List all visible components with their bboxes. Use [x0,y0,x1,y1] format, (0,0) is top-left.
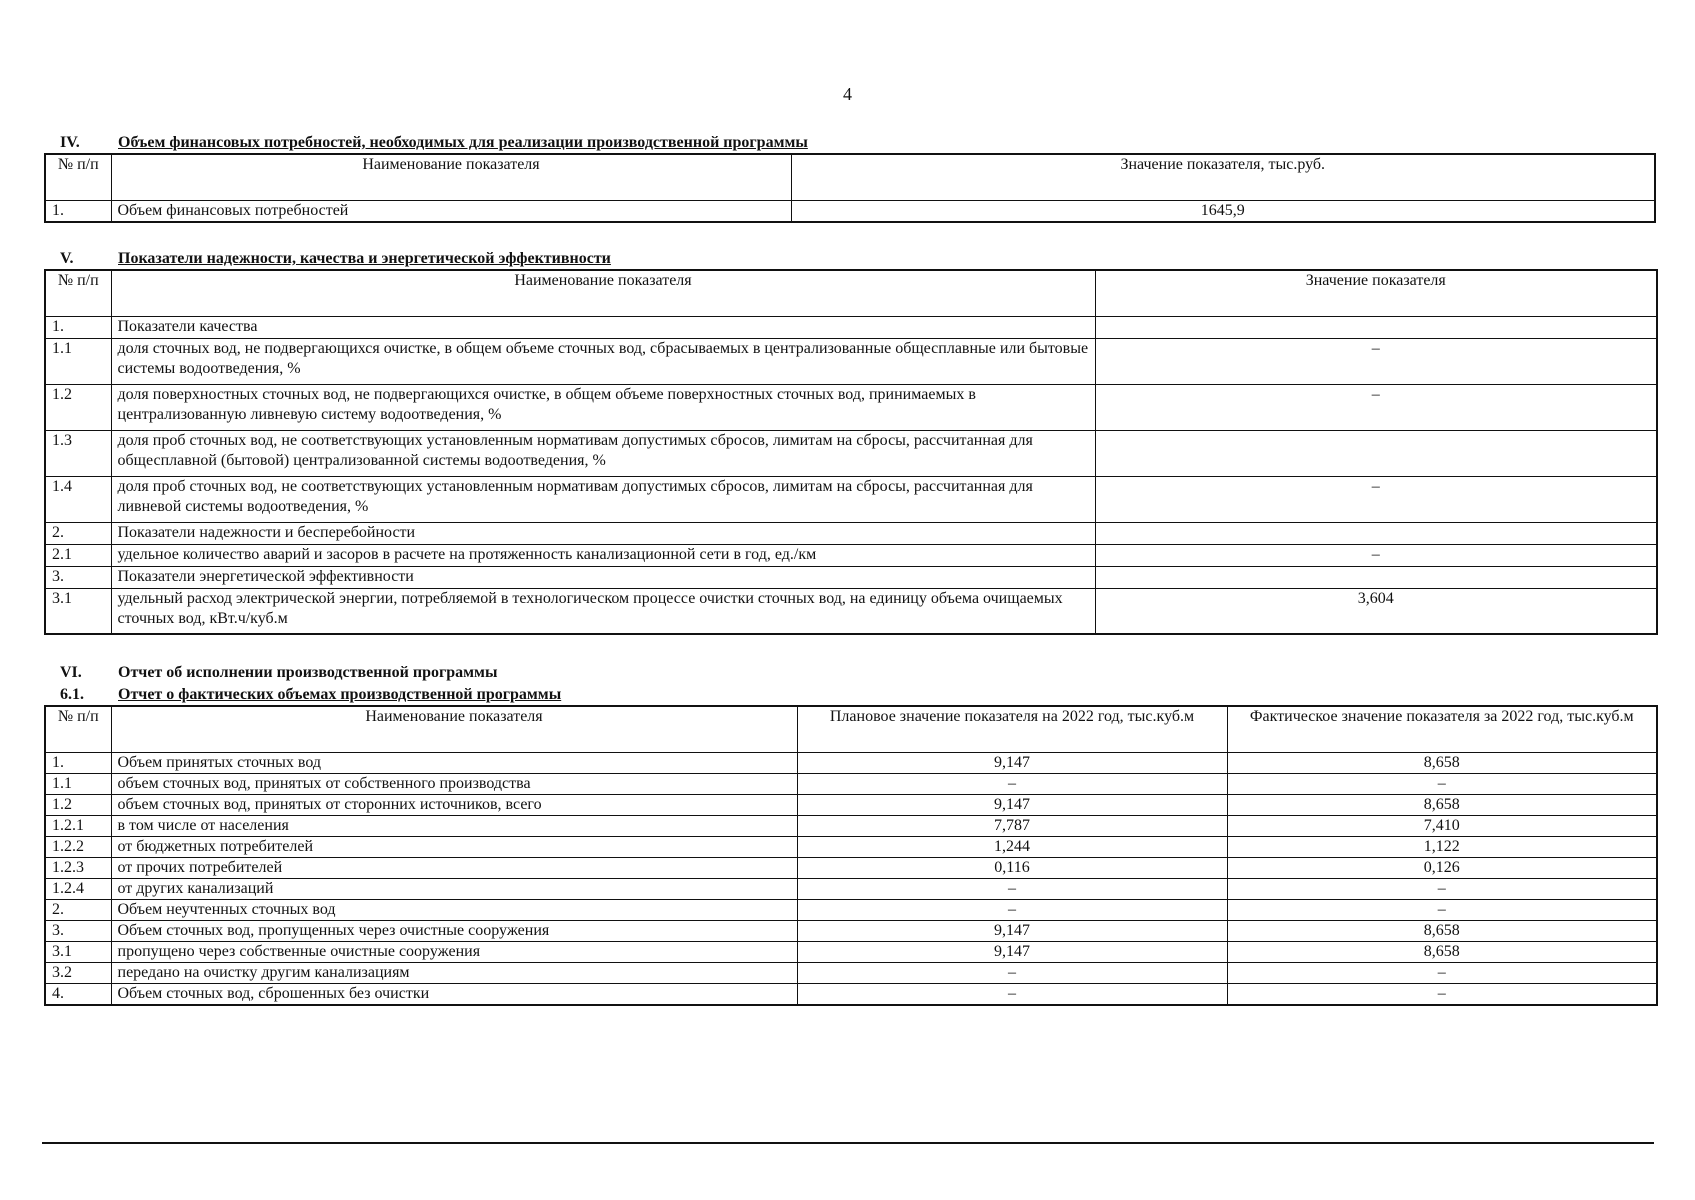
table-row [45,384,1657,430]
section-iv-heading [40,134,808,152]
production-volumes-table [44,705,1658,1006]
table-row [45,544,1657,566]
col-header-name: Наименование показателя [111,270,1095,316]
row-fact: 1,122 [1227,836,1657,857]
row-name: Показатели энергетической эффективности [111,566,1095,588]
row-value: – [1095,384,1657,430]
row-value: – [1095,476,1657,522]
row-num: 1. [45,316,111,338]
row-name: Объем сточных вод, пропущенных через очистные сооружения [111,920,797,941]
row-value [1095,522,1657,544]
row-name: Показатели качества [111,316,1095,338]
row-name: от других канализаций [111,878,797,899]
row-num: 1.3 [45,430,111,476]
row-value [1095,566,1657,588]
table-row [45,857,1657,878]
row-name: от бюджетных потребителей [111,836,797,857]
table-row [45,200,1655,222]
row-name: объем сточных вод, принятых от сторонних источников, всего [111,794,797,815]
row-num: 3.1 [45,588,111,634]
table-row [45,941,1657,962]
row-name: Показатели надежности и бесперебойности [111,522,1095,544]
col-header-fact: Фактическое значение показателя за 2022 год, тыс.куб.м [1227,706,1657,752]
table-row [45,773,1657,794]
financial-needs-table [44,153,1656,223]
row-num: 1.4 [45,476,111,522]
row-fact: – [1227,983,1657,1005]
row-name: Объем финансовых потребностей [111,200,791,222]
table-row [45,588,1657,634]
row-name: от прочих потребителей [111,857,797,878]
section-iv-title: Объем финансовых потребностей, необходимых для реализации производственной программы [118,134,808,151]
row-num: 1.2.3 [45,857,111,878]
row-num: 2.1 [45,544,111,566]
row-plan: – [797,773,1227,794]
table-row [45,815,1657,836]
row-num: 1.2.4 [45,878,111,899]
col-header-num: № п/п [45,154,111,200]
row-num: 1. [45,752,111,773]
row-plan: 0,116 [797,857,1227,878]
table-row [45,836,1657,857]
row-fact: – [1227,962,1657,983]
table-row [45,476,1657,522]
row-name: удельное количество аварий и засоров в расчете на протяженность канализационной сети в год, ед./км [111,544,1095,566]
row-value [1095,430,1657,476]
table-row [45,899,1657,920]
row-name: Объем неучтенных сточных вод [111,899,797,920]
row-plan: 9,147 [797,794,1227,815]
row-fact: 8,658 [1227,752,1657,773]
row-plan: 9,147 [797,920,1227,941]
row-name: пропущено через собственные очистные сооружения [111,941,797,962]
subsection-6-1-title: Отчет о фактических объемах производственной программы [118,686,562,703]
quality-indicators-table [44,269,1658,635]
row-plan: 9,147 [797,941,1227,962]
row-name: в том числе от населения [111,815,797,836]
table-row [45,316,1657,338]
table-row [45,962,1657,983]
row-fact: 7,410 [1227,815,1657,836]
row-num: 3. [45,566,111,588]
row-value: 3,604 [1095,588,1657,634]
row-name: доля поверхностных сточных вод, не подвергающихся очистке, в общем объеме поверхностных сточных вод, принимаемых в централизованную ливневую систему водоотведения, % [111,384,1095,430]
table-row [45,338,1657,384]
row-plan: 1,244 [797,836,1227,857]
table-row [45,430,1657,476]
section-vi-title: Отчет об исполнении производственной программы [118,664,498,681]
table-row [45,920,1657,941]
table-row [45,983,1657,1005]
row-value: – [1095,338,1657,384]
col-header-num: № п/п [45,706,111,752]
table-row [45,522,1657,544]
row-num: 1.1 [45,773,111,794]
row-fact: 8,658 [1227,941,1657,962]
row-num: 2. [45,522,111,544]
table-row [45,794,1657,815]
row-num: 3.1 [45,941,111,962]
section-v-title: Показатели надежности, качества и энергетической эффективности [118,250,611,267]
row-num: 2. [45,899,111,920]
row-plan: 9,147 [797,752,1227,773]
col-header-plan: Плановое значение показателя на 2022 год, тыс.куб.м [797,706,1227,752]
row-name: доля проб сточных вод, не соответствующих установленным нормативам допустимых сбросов, лимитам на сбросы, рассчитанная для ливневой системы водоотведения, % [111,476,1095,522]
row-num: 1.2.1 [45,815,111,836]
row-plan: – [797,983,1227,1005]
row-name: Объем сточных вод, сброшенных без очистки [111,983,797,1005]
section-v-heading [40,250,611,268]
col-header-num: № п/п [45,270,111,316]
section-vi-heading [40,664,497,682]
row-fact: 0,126 [1227,857,1657,878]
row-plan: – [797,962,1227,983]
page-number: 4 [843,84,852,104]
row-fact: 8,658 [1227,794,1657,815]
col-header-name: Наименование показателя [111,154,791,200]
col-header-value: Значение показателя [1095,270,1657,316]
section-v-number: V. [60,250,74,267]
row-num: 3. [45,920,111,941]
section-vi-number: VI. [60,664,82,681]
row-plan: – [797,878,1227,899]
row-name: доля проб сточных вод, не соответствующих установленным нормативам допустимых сбросов, лимитам на сбросы, рассчитанная для общесплавной (бытовой) централизованной системы водоотведения, % [111,430,1095,476]
row-name: объем сточных вод, принятых от собственного производства [111,773,797,794]
row-name: передано на очистку другим канализациям [111,962,797,983]
section-iv-number: IV. [60,134,80,151]
col-header-value: Значение показателя, тыс.руб. [791,154,1655,200]
row-name: доля сточных вод, не подвергающихся очистке, в общем объеме сточных вод, сбрасываемых в централизованные общесплавные или бытовые системы водоотведения, % [111,338,1095,384]
row-num: 4. [45,983,111,1005]
row-name: Объем принятых сточных вод [111,752,797,773]
table-row [45,878,1657,899]
row-value: – [1095,544,1657,566]
row-fact: – [1227,773,1657,794]
col-header-name: Наименование показателя [111,706,797,752]
table-row [45,566,1657,588]
row-plan: 7,787 [797,815,1227,836]
row-fact: – [1227,899,1657,920]
footer-divider [42,1142,1654,1144]
row-fact: 8,658 [1227,920,1657,941]
row-value: 1645,9 [791,200,1655,222]
row-value [1095,316,1657,338]
row-name: удельный расход электрической энергии, потребляемой в технологическом процессе очистки сточных вод, на единицу объема очищаемых сточных вод, кВт.ч/куб.м [111,588,1095,634]
row-num: 1. [45,200,111,222]
row-fact: – [1227,878,1657,899]
row-num: 1.2 [45,794,111,815]
row-num: 3.2 [45,962,111,983]
row-plan: – [797,899,1227,920]
table-row [45,752,1657,773]
row-num: 1.1 [45,338,111,384]
row-num: 1.2 [45,384,111,430]
subsection-6-1-heading [40,686,561,704]
row-num: 1.2.2 [45,836,111,857]
subsection-6-1-number: 6.1. [60,686,84,703]
